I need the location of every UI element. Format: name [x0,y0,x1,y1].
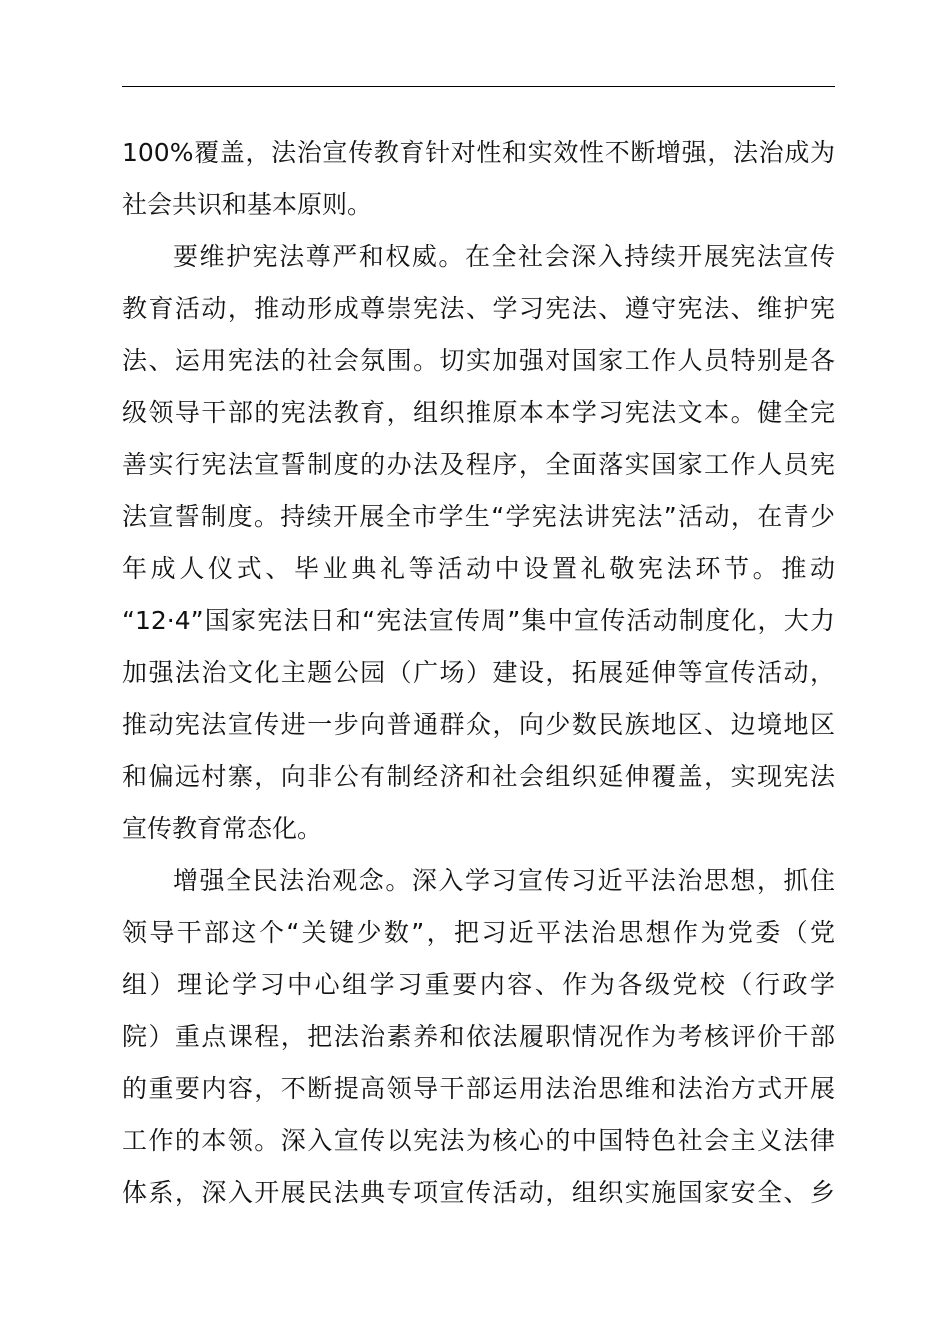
text-line: 100%覆盖，法治宣传教育针对性和实效性不断增强，法治成为 [122,138,835,167]
text-line: 体系，深入开展民法典专项宣传活动，组织实施国家安全、乡 [122,1178,835,1207]
text-line: 教育活动，推动形成尊崇宪法、学习宪法、遵守宪法、维护宪 [122,294,835,323]
text-line: 的重要内容，不断提高领导干部运用法治思维和法治方式开展 [122,1074,835,1103]
paragraph-start-line: 要维护宪法尊严和权威。在全社会深入持续开展宪法宣传 [173,242,835,271]
text-line: 社会共识和基本原则。 [122,190,373,219]
header-rule [122,86,835,87]
text-line: 善实行宪法宣誓制度的办法及程序，全面落实国家工作人员宪 [122,450,835,479]
text-line: 领导干部这个“关键少数”，把习近平法治思想作为党委（党 [122,918,835,947]
text-line: 组）理论学习中心组学习重要内容、作为各级党校（行政学 [122,970,835,999]
text-line: 院）重点课程，把法治素养和依法履职情况作为考核评价干部 [122,1022,835,1051]
text-line: 加强法治文化主题公园（广场）建设，拓展延伸等宣传活动， [122,658,835,687]
document-body [122,127,835,1219]
text-line: 年成人仪式、毕业典礼等活动中设置礼敬宪法环节。推动 [122,554,835,583]
text-line: 法宣誓制度。持续开展全市学生“学宪法讲宪法”活动，在青少 [122,502,835,531]
text-line: 和偏远村寨，向非公有制经济和社会组织延伸覆盖，实现宪法 [122,762,835,791]
text-line: 级领导干部的宪法教育，组织推原本本学习宪法文本。健全完 [122,398,835,427]
text-line: 工作的本领。深入宣传以宪法为核心的中国特色社会主义法律 [122,1126,835,1155]
text-line: “12·4”国家宪法日和“宪法宣传周”集中宣传活动制度化，大力 [122,606,835,635]
text-line: 宣传教育常态化。 [122,814,323,843]
text-line: 推动宪法宣传进一步向普通群众，向少数民族地区、边境地区 [122,710,835,739]
text-line: 法、运用宪法的社会氛围。切实加强对国家工作人员特别是各 [122,346,835,375]
paragraph-start-line: 增强全民法治观念。深入学习宣传习近平法治思想，抓住 [173,866,835,895]
